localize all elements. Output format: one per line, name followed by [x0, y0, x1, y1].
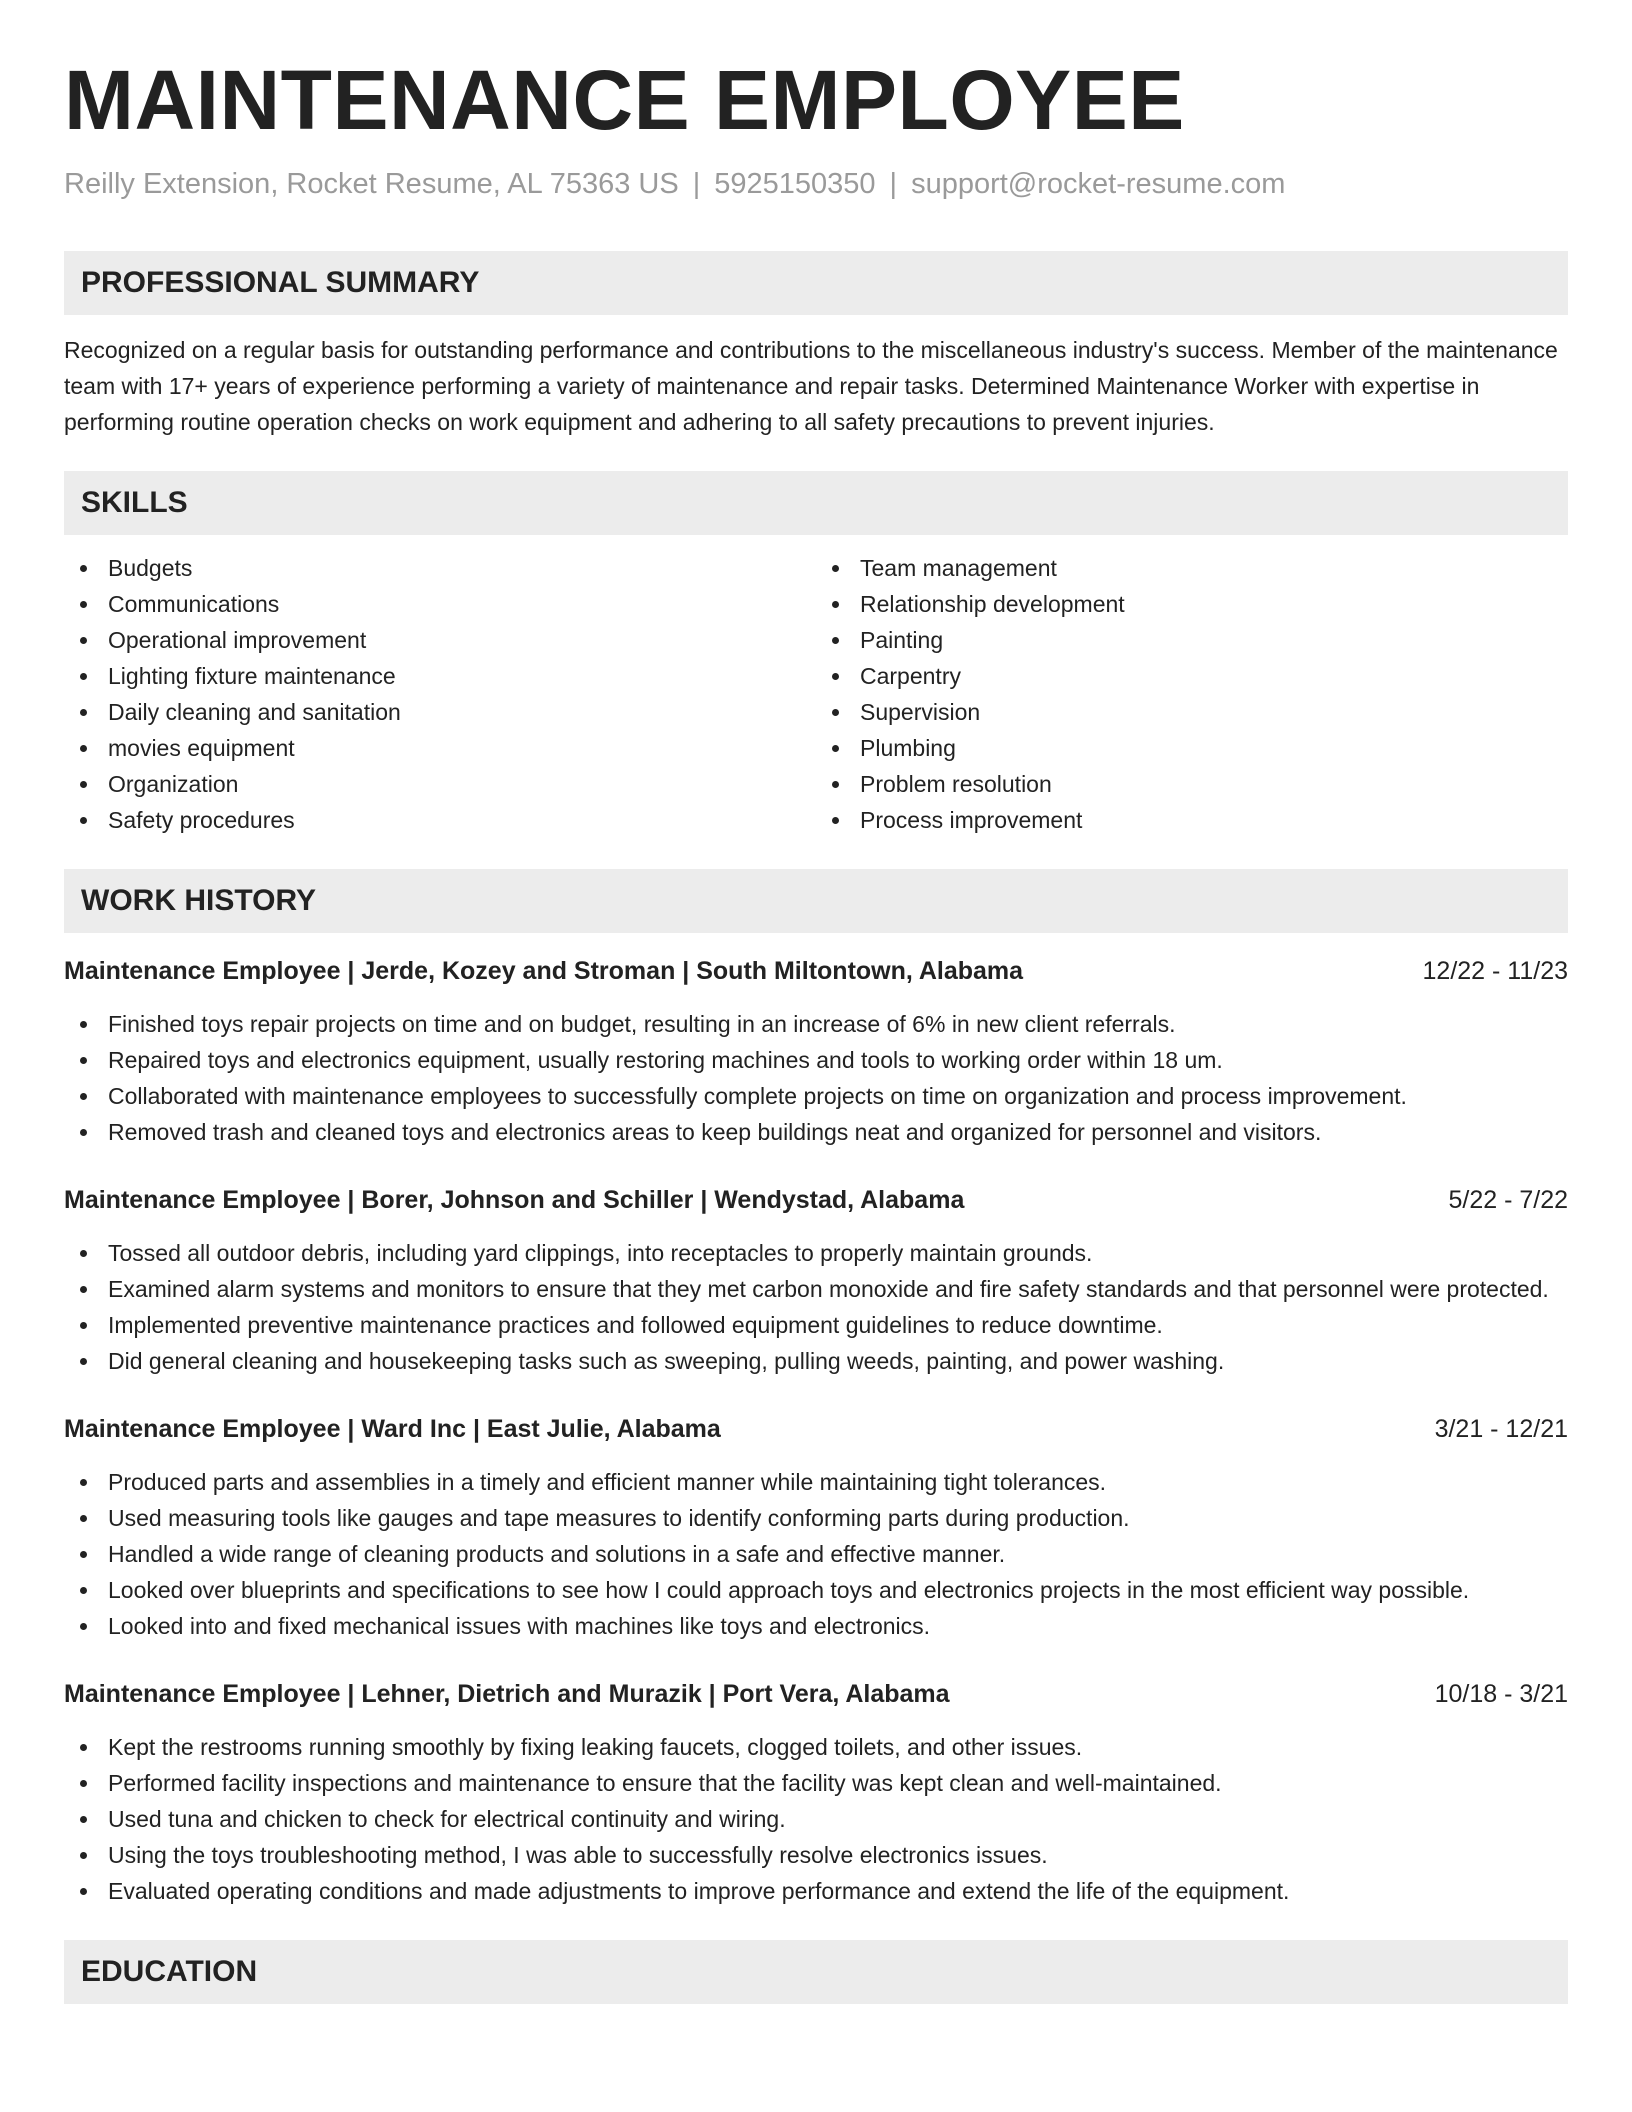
skill-item: Safety procedures — [64, 802, 816, 838]
skill-item: Team management — [816, 550, 1568, 586]
contact-separator: | — [692, 167, 701, 200]
contact-email: support@rocket-resume.com — [911, 167, 1286, 200]
skill-item: Process improvement — [816, 802, 1568, 838]
job-bullet: Kept the restrooms running smoothly by fixing leaking faucets, clogged toilets, and other issues. — [64, 1729, 1568, 1765]
contact-address: Reilly Extension, Rocket Resume, AL 75363 US — [64, 167, 679, 200]
job-title: Maintenance Employee | Jerde, Kozey and Stroman | South Miltontown, Alabama — [64, 957, 1024, 986]
skill-item: Organization — [64, 766, 816, 802]
job-bullet: Used measuring tools like gauges and tape measures to identify conforming parts during production. — [64, 1500, 1568, 1536]
section-heading-education: EDUCATION — [64, 1940, 1568, 2004]
job-header — [64, 1412, 1568, 1446]
skills-column-left — [64, 550, 816, 838]
job-bullet: Collaborated with maintenance employees to successfully complete projects on time on organization and process improvement. — [64, 1078, 1568, 1114]
contact-line — [64, 167, 1568, 202]
skill-item: Problem resolution — [816, 766, 1568, 802]
skill-item: Communications — [64, 586, 816, 622]
job-entry — [64, 1412, 1568, 1644]
job-header — [64, 1183, 1568, 1217]
skill-item: Carpentry — [816, 658, 1568, 694]
job-bullet: Produced parts and assemblies in a timely and efficient manner while maintaining tight tolerances. — [64, 1464, 1568, 1500]
job-bullet: Used tuna and chicken to check for electrical continuity and wiring. — [64, 1801, 1568, 1837]
contact-phone: 5925150350 — [714, 167, 876, 200]
job-bullet: Evaluated operating conditions and made adjustments to improve performance and extend the life of the equipment. — [64, 1873, 1568, 1909]
job-bullet: Finished toys repair projects on time and on budget, resulting in an increase of 6% in new client referrals. — [64, 1006, 1568, 1042]
skill-item: movies equipment — [64, 730, 816, 766]
candidate-name: MAINTENANCE EMPLOYEE — [64, 53, 1185, 147]
job-dates: 3/21 - 12/21 — [1434, 1415, 1568, 1444]
job-dates: 5/22 - 7/22 — [1448, 1186, 1568, 1215]
skill-item: Supervision — [816, 694, 1568, 730]
skill-item: Daily cleaning and sanitation — [64, 694, 816, 730]
job-bullet: Repaired toys and electronics equipment, usually restoring machines and tools to working order within 18 um. — [64, 1042, 1568, 1078]
section-heading-summary: PROFESSIONAL SUMMARY — [64, 251, 1568, 315]
job-bullet: Examined alarm systems and monitors to ensure that they met carbon monoxide and fire safety standards and that personnel were protected. — [64, 1271, 1568, 1307]
job-dates: 10/18 - 3/21 — [1434, 1680, 1568, 1709]
contact-separator: | — [889, 167, 898, 200]
job-bullet: Using the toys troubleshooting method, I was able to successfully resolve electronics issues. — [64, 1837, 1568, 1873]
skill-item: Relationship development — [816, 586, 1568, 622]
skill-item: Budgets — [64, 550, 816, 586]
skill-item: Lighting fixture maintenance — [64, 658, 816, 694]
job-title: Maintenance Employee | Ward Inc | East Julie, Alabama — [64, 1415, 721, 1444]
section-heading-work-history: WORK HISTORY — [64, 869, 1568, 933]
job-bullet: Removed trash and cleaned toys and electronics areas to keep buildings neat and organized for personnel and visitors. — [64, 1114, 1568, 1150]
job-header — [64, 954, 1568, 988]
job-bullet: Looked over blueprints and specifications to see how I could approach toys and electronics projects in the most efficient way possible. — [64, 1572, 1568, 1608]
job-bullet: Tossed all outdoor debris, including yard clippings, into receptacles to properly maintain grounds. — [64, 1235, 1568, 1271]
job-bullets — [64, 1235, 1568, 1379]
skill-item: Operational improvement — [64, 622, 816, 658]
job-bullet: Handled a wide range of cleaning products and solutions in a safe and effective manner. — [64, 1536, 1568, 1572]
job-entry — [64, 954, 1568, 1150]
job-bullet: Looked into and fixed mechanical issues with machines like toys and electronics. — [64, 1608, 1568, 1644]
summary-text: Recognized on a regular basis for outstanding performance and contributions to the miscellaneous industry's success. Member of the maintenance team with 17+ years of experience performing a variety of maintenance and repair tasks. Determined Maintenance Worker with expertise in performing routine operation checks on work equipment and adhering to all safety precautions to prevent injuries. — [64, 337, 1558, 436]
job-header — [64, 1677, 1568, 1711]
job-title: Maintenance Employee | Borer, Johnson and Schiller | Wendystad, Alabama — [64, 1186, 965, 1215]
skills-list — [64, 550, 1568, 838]
job-bullet: Implemented preventive maintenance practices and followed equipment guidelines to reduce downtime. — [64, 1307, 1568, 1343]
job-title: Maintenance Employee | Lehner, Dietrich and Murazik | Port Vera, Alabama — [64, 1680, 950, 1709]
skill-item: Plumbing — [816, 730, 1568, 766]
job-entry — [64, 1183, 1568, 1379]
skills-column-right — [816, 550, 1568, 838]
job-bullets — [64, 1006, 1568, 1150]
job-bullets — [64, 1729, 1568, 1909]
job-entry — [64, 1677, 1568, 1909]
job-bullet: Did general cleaning and housekeeping tasks such as sweeping, pulling weeds, painting, and power washing. — [64, 1343, 1568, 1379]
section-heading-skills: SKILLS — [64, 471, 1568, 535]
job-bullet: Performed facility inspections and maintenance to ensure that the facility was kept clean and well-maintained. — [64, 1765, 1568, 1801]
skill-item: Painting — [816, 622, 1568, 658]
job-bullets — [64, 1464, 1568, 1644]
job-dates: 12/22 - 11/23 — [1422, 957, 1568, 986]
